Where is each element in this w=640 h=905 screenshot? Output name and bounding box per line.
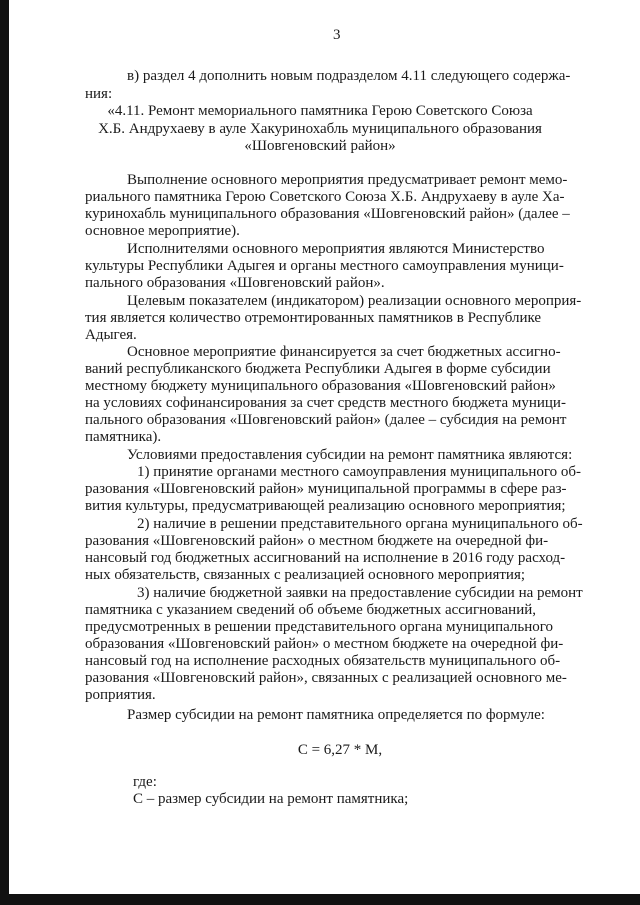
body-line: Выполнение основного мероприятия предусматривает ремонт мемо-: [127, 172, 568, 188]
body-line: культуры Республики Адыгея и органы местного самоуправления муници-: [85, 258, 564, 274]
body-line: основное мероприятие).: [85, 223, 240, 239]
body-line: образования «Шовгеновский район» о местном бюджете на очередной фи-: [85, 636, 564, 652]
body-line: местному бюджету муниципального образования «Шовгеновский район»: [85, 378, 556, 394]
where-label: где:: [133, 774, 157, 790]
body-line: на условиях софинансирования за счет средств местного бюджета муници-: [85, 395, 566, 411]
intro-line: ния:: [85, 86, 113, 102]
definition-line: С – размер субсидии на ремонт памятника;: [133, 791, 409, 807]
intro-line: в) раздел 4 дополнить новым подразделом 4.11 следующего содержа-: [127, 68, 571, 84]
body-line: 1) принятие органами местного самоуправления муниципального об-: [137, 464, 582, 480]
body-line: 3) наличие бюджетной заявки на предоставление субсидии на ремонт: [137, 585, 583, 601]
page-number: 3: [333, 27, 341, 43]
body-line: Основное мероприятие финансируется за счет бюджетных ассигно-: [127, 344, 561, 360]
body-line: памятника).: [85, 429, 162, 445]
body-line: Целевым показателем (индикатором) реализации основного мероприя-: [127, 293, 582, 309]
body-line: пального образования «Шовгеновский район».: [85, 275, 385, 291]
formula: С = 6,27 * М,: [297, 742, 383, 758]
section-heading-line: «4.11. Ремонт мемориального памятника Герою Советского Союза: [107, 103, 533, 119]
body-line: риального памятника Герою Советского Союза Х.Б. Андрухаеву в ауле Ха-: [85, 189, 565, 205]
body-line: тия является количество отремонтированных памятников в Республике: [85, 310, 542, 326]
section-heading-line: «Шовгеновский район»: [244, 138, 396, 154]
body-line: 2) наличие в решении представительного органа муниципального об-: [137, 516, 583, 532]
body-line: Адыгея.: [85, 327, 137, 343]
body-line: Размер субсидии на ремонт памятника определяется по формуле:: [127, 707, 545, 723]
body-line: разования «Шовгеновский район», связанных с реализацией основного ме-: [85, 670, 567, 686]
body-line: ных обязательств, связанных с реализацией основного мероприятия;: [85, 567, 526, 583]
body-line: Исполнителями основного мероприятия являются Министерство: [127, 241, 545, 257]
body-line: ваний республиканского бюджета Республики Адыгея в форме субсидии: [85, 361, 551, 377]
body-line: куринохабль муниципального образования «Шовгеновский район» (далее –: [85, 206, 570, 222]
body-line: вития культуры, предусматривающей реализацию основного мероприятия;: [85, 498, 566, 514]
body-line: Условиями предоставления субсидии на ремонт памятника являются:: [127, 447, 573, 463]
body-line: пального образования «Шовгеновский район» (далее – субсидия на ремонт: [85, 412, 567, 428]
body-line: разования «Шовгеновский район» о местном бюджете на очередной фи-: [85, 533, 549, 549]
body-line: нансовый год бюджетных ассигнований на исполнение в 2016 году расход-: [85, 550, 566, 566]
body-line: предусмотренных в решении представительного органа муниципального: [85, 619, 554, 635]
section-heading-line: Х.Б. Андрухаеву в ауле Хакуринохабль муниципального образования: [98, 121, 542, 137]
body-line: нансовый год на исполнение расходных обязательств муниципального об-: [85, 653, 561, 669]
body-line: роприятия.: [85, 687, 156, 703]
body-line: памятника с указанием сведений об объеме бюджетных ассигнований,: [85, 602, 537, 618]
scan-edge-bottom: [0, 894, 640, 905]
body-line: разования «Шовгеновский район» муниципальной программы в сфере раз-: [85, 481, 567, 497]
